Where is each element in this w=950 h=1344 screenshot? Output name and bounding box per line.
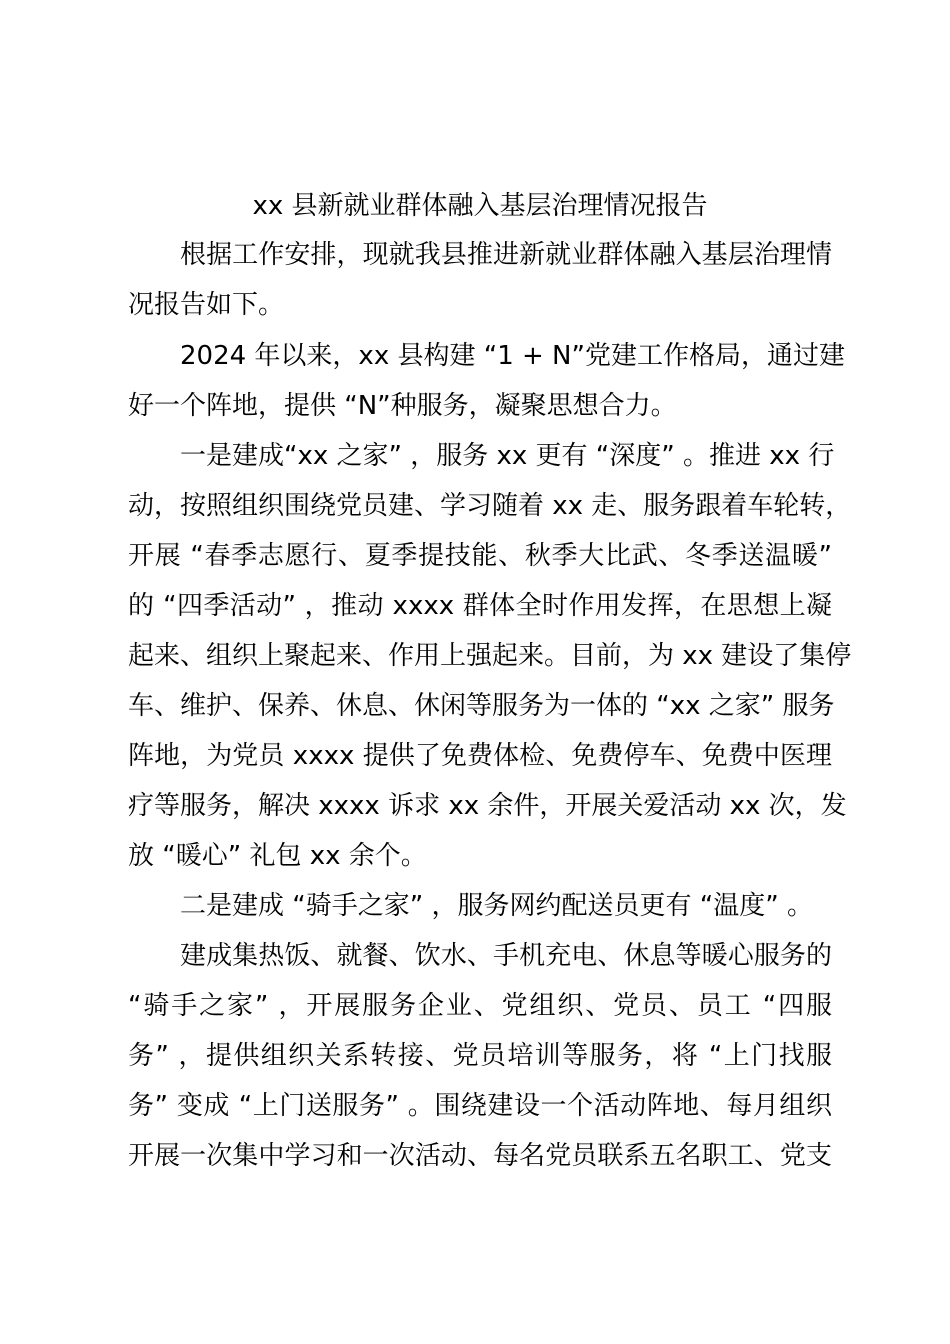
paragraph-line: 车、维护、保养、休息、休闲等服务为一体的 “xx 之家” 服务 (128, 691, 835, 721)
paragraph-line: 务” 变成 “上门送服务” 。围绕建设一个活动阵地、每月组织 (128, 1091, 832, 1121)
paragraph-line: 2024 年以来，xx 县构建 “1 + N”党建工作格局，通过建 (180, 341, 845, 371)
paragraph-line: 动，按照组织围绕党员建、学习随着 xx 走、服务跟着车轮转， (128, 491, 852, 521)
paragraph-line: 建成集热饭、就餐、饮水、手机充电、休息等暖心服务的 (180, 941, 832, 971)
paragraph-line: 务” ，提供组织关系转接、党员培训等服务，将 “上门找服 (128, 1041, 832, 1071)
paragraph-line: 况报告如下。 (128, 290, 285, 320)
paragraph-line: 好一个阵地，提供 “N”种服务，凝聚思想合力。 (128, 391, 677, 421)
paragraph-line: 疗等服务，解决 xxxx 诉求 xx 余件，开展关爱活动 xx 次，发 (128, 791, 847, 821)
paragraph-line: 一是建成“xx 之家” ，服务 xx 更有 “深度” 。推进 xx 行 (180, 441, 835, 471)
paragraph-line: 根据工作安排，现就我县推进新就业群体融入基层治理情 (180, 240, 832, 270)
document-title: xx 县新就业群体融入基层治理情况报告 (252, 191, 708, 221)
paragraph-line: 放 “暖心” 礼包 xx 余个。 (128, 841, 427, 871)
paragraph-line: 开展 “春季志愿行、夏季提技能、秋季大比武、冬季送温暖” (128, 541, 832, 571)
paragraph-line: 阵地，为党员 xxxx 提供了免费体检、免费停车、免费中医理 (128, 741, 832, 771)
paragraph-line: 二是建成 “骑手之家” ，服务网约配送员更有 “温度” 。 (180, 891, 813, 921)
paragraph-line: 起来、组织上聚起来、作用上强起来。目前，为 xx 建设了集停 (128, 641, 852, 671)
paragraph-line: 开展一次集中学习和一次活动、每名党员联系五名职工、党支 (128, 1141, 832, 1171)
paragraph-line: “骑手之家” ，开展服务企业、党组织、党员、员工 “四服 (128, 991, 832, 1021)
paragraph-line: 的 “四季活动” ，推动 xxxx 群体全时作用发挥，在思想上凝 (128, 591, 832, 621)
